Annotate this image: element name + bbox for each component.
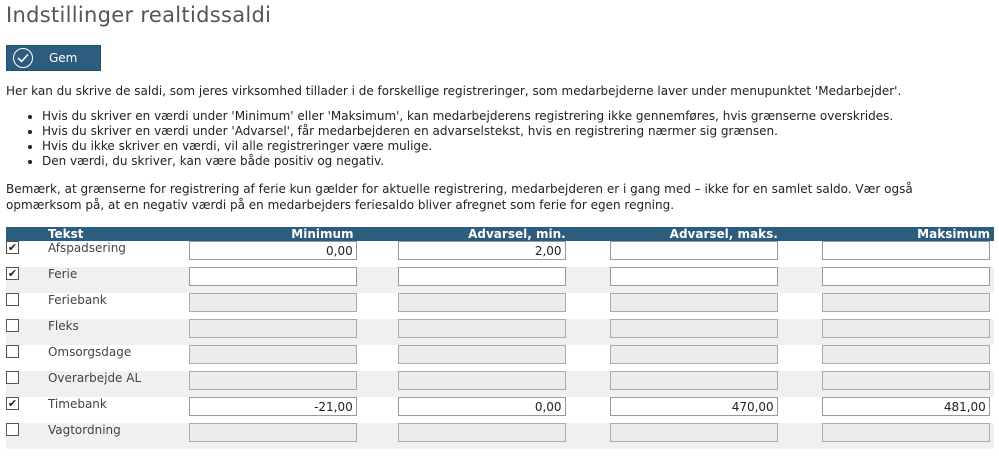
- maximum-input[interactable]: [822, 345, 990, 364]
- warn-min-input[interactable]: [398, 241, 566, 260]
- maximum-input[interactable]: [822, 423, 990, 442]
- row-checkbox-cell: [6, 371, 48, 397]
- row-checkbox-cell: [6, 397, 48, 423]
- table-row: [6, 241, 994, 267]
- intro-text: Her kan du skrive de saldi, som jeres virksomhed tillader i de forskellige registreringer, som medarbejderne laver under menupunktet 'Medarbejder'.: [6, 84, 902, 98]
- minimum-input[interactable]: [189, 397, 357, 416]
- row-checkbox-cell: [6, 267, 48, 293]
- maximum-input[interactable]: [822, 241, 990, 260]
- minimum-input[interactable]: [189, 371, 357, 390]
- table-row: [6, 397, 994, 423]
- maximum-input[interactable]: [822, 397, 990, 416]
- warn-min-input[interactable]: [398, 319, 566, 338]
- row-checkbox-cell: [6, 319, 48, 345]
- row-label: Ferie: [48, 267, 190, 293]
- save-button[interactable]: [6, 45, 101, 71]
- warn-max-input[interactable]: [610, 241, 778, 260]
- header-minimum: Minimum: [190, 227, 358, 241]
- table-row: [6, 319, 994, 345]
- save-button-label: Gem: [49, 51, 78, 65]
- page-title: Indstillinger realtidssaldi: [6, 3, 272, 27]
- minimum-input[interactable]: [189, 423, 357, 442]
- header-checkbox-column: [6, 227, 48, 241]
- row-checkbox[interactable]: [6, 371, 19, 384]
- note-text: Bemærk, at grænserne for registrering af ferie kun gælder for aktuelle registrering, medarbejderen er i gang med – ikke for en samlet saldo. Vær også opmærksom på, at en negativ værdi på en medarbejders feriesaldo bliver afregnet som ferie for egen regning.: [6, 182, 913, 212]
- row-checkbox[interactable]: [6, 345, 19, 358]
- warn-min-input[interactable]: [398, 397, 566, 416]
- maximum-input[interactable]: [822, 319, 990, 338]
- rules-list-item: • Hvis du ikke skriver en værdi, vil alle registreringer være mulige.: [42, 139, 893, 154]
- checkmark-icon: ✔: [7, 397, 18, 410]
- header-text: Tekst: [48, 227, 190, 241]
- warn-min-input[interactable]: [398, 345, 566, 364]
- row-label: Vagtordning: [48, 423, 190, 449]
- row-checkbox-cell: [6, 423, 48, 449]
- table-row: [6, 371, 994, 397]
- header-warn-min: Advarsel, min.: [358, 227, 570, 241]
- rules-list-item: • Den værdi, du skriver, kan være både positiv og negativ.: [42, 154, 893, 169]
- row-label: Overarbejde AL: [48, 371, 190, 397]
- row-label: Fleks: [48, 319, 190, 345]
- table-row: [6, 423, 994, 449]
- header-maximum: Maksimum: [782, 227, 994, 241]
- row-checkbox-cell: [6, 345, 48, 371]
- row-checkbox[interactable]: [6, 267, 19, 280]
- row-checkbox[interactable]: [6, 397, 19, 410]
- balances-table: [6, 227, 994, 449]
- rules-list-item: • Hvis du skriver en værdi under 'Advarsel', får medarbejderen en advarselstekst, hvis en registrering nærmer sig grænsen.: [42, 124, 893, 139]
- maximum-input[interactable]: [822, 267, 990, 286]
- warn-max-input[interactable]: [610, 319, 778, 338]
- checkmark-circle-icon: [13, 48, 33, 68]
- warn-max-input[interactable]: [610, 397, 778, 416]
- warn-min-input[interactable]: [398, 423, 566, 442]
- row-checkbox[interactable]: [6, 241, 19, 254]
- maximum-input[interactable]: [822, 371, 990, 390]
- warn-min-input[interactable]: [398, 371, 566, 390]
- table-header-row: [6, 227, 994, 241]
- row-label: Timebank: [48, 397, 190, 423]
- rules-list-item: • Hvis du skriver en værdi under 'Minimum' eller 'Maksimum', kan medarbejderens registrering ikke gennemføres, hvis grænserne overskrides.: [42, 109, 893, 124]
- minimum-input[interactable]: [189, 267, 357, 286]
- checkmark-icon: ✔: [7, 241, 18, 254]
- warn-min-input[interactable]: [398, 293, 566, 312]
- row-checkbox-cell: [6, 293, 48, 319]
- minimum-input[interactable]: [189, 319, 357, 338]
- table-row: [6, 293, 994, 319]
- header-warn-max: Advarsel, maks.: [570, 227, 782, 241]
- warn-max-input[interactable]: [610, 267, 778, 286]
- maximum-input[interactable]: [822, 293, 990, 312]
- row-checkbox-cell: [6, 241, 48, 267]
- row-checkbox[interactable]: [6, 293, 19, 306]
- table-row: [6, 345, 994, 371]
- minimum-input[interactable]: [189, 345, 357, 364]
- warn-max-input[interactable]: [610, 423, 778, 442]
- warn-max-input[interactable]: [610, 293, 778, 312]
- warn-max-input[interactable]: [610, 345, 778, 364]
- row-label: Omsorgsdage: [48, 345, 190, 371]
- rules-list: [26, 109, 893, 169]
- row-checkbox[interactable]: [6, 319, 19, 332]
- minimum-input[interactable]: [189, 241, 357, 260]
- warn-min-input[interactable]: [398, 267, 566, 286]
- minimum-input[interactable]: [189, 293, 357, 312]
- table-row: [6, 267, 994, 293]
- row-label: Afspadsering: [48, 241, 190, 267]
- row-label: Feriebank: [48, 293, 190, 319]
- row-checkbox[interactable]: [6, 423, 19, 436]
- checkmark-icon: ✔: [7, 267, 18, 280]
- warn-max-input[interactable]: [610, 371, 778, 390]
